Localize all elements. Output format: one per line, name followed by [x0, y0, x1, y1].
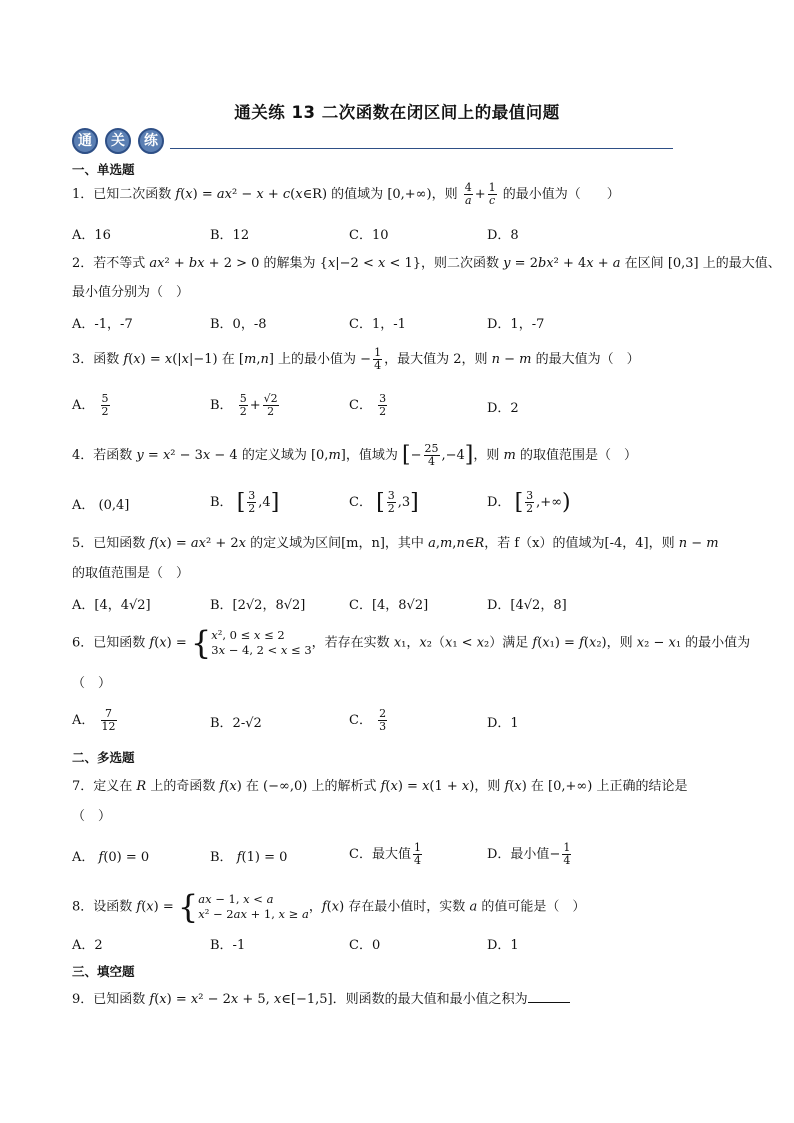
banner-char-2: 关	[105, 128, 131, 154]
q4-option-a[interactable]: A． (0,4]	[72, 498, 130, 513]
section-single-choice: 一、单选题	[72, 162, 135, 177]
q4-option-b[interactable]: B． [ $\frac{3}{2}$ ,4]	[210, 489, 280, 515]
q3-option-b[interactable]: B． $\frac{5}{2}$ + $\frac{√2}{2}$	[210, 392, 278, 418]
answer-blank[interactable]	[528, 990, 570, 1003]
banner-char-1: 通	[72, 128, 98, 154]
q1-option-b[interactable]: B．12	[210, 228, 250, 243]
question-8: 8．设函数 f(x) = {ax − 1, x < a x² − 2ax + 1, x ≥ a，f(x) 存在最小值时，实数 a 的值可能是（ ）	[72, 888, 586, 926]
q7-option-c[interactable]: C．最大值 $\frac{1}{4}$	[349, 841, 421, 867]
question-7: 7．定义在 R 上的奇函数 f(x) 在 (−∞,0) 上的解析式 f(x) = x(1 + x)，则 f(x) 在 [0,+∞) 上正确的结论是	[72, 779, 688, 794]
q1-option-a[interactable]: A．16	[72, 228, 111, 243]
q8-option-b[interactable]: B．-1	[210, 938, 246, 953]
q6-option-b[interactable]: B．2-√2	[210, 716, 262, 731]
banner-rule	[170, 148, 673, 149]
banner-char-3: 练	[138, 128, 164, 154]
q3-option-a[interactable]: A． $\frac{5}{2}$	[72, 392, 109, 418]
q5-option-c[interactable]: C．[4，8√2]	[349, 598, 429, 613]
question-1: 1．已知二次函数 f(x) = ax² − x + c(x∈R) 的值域为 [0,+∞)，则 $\frac{4}{a}$ + $\frac{1}{c}$ 的最小值为（ ）	[72, 181, 620, 207]
question-4: 4．若函数 y = x² − 3x − 4 的定义域为 [0,m]，值域为 [− $\frac{25}{4}$ ,−4]，则 m 的取值范围是（ ）	[72, 442, 637, 468]
question-5-line2: 的取值范围是（ ）	[72, 566, 190, 581]
q8-option-c[interactable]: C．0	[349, 938, 381, 953]
question-6: 6．已知函数 f(x) = {x², 0 ≤ x ≤ 2 3x − 4, 2 < x ≤ 3，若存在实数 x₁，x₂（x₁ < x₂）满足 f(x₁) = f(x₂)，则 x₂ − x₁ 的最小值为	[72, 624, 751, 662]
q6-option-c[interactable]: C． $\frac{2}{3}$	[349, 707, 387, 733]
q6-option-d[interactable]: D．1	[487, 716, 519, 731]
q1-option-d[interactable]: D．8	[487, 228, 519, 243]
q3-option-c[interactable]: C． $\frac{3}{2}$	[349, 392, 387, 418]
q5-option-d[interactable]: D．[4√2，8]	[487, 598, 567, 613]
q4-option-d[interactable]: D． [ $\frac{3}{2}$ ,+∞)	[487, 489, 571, 515]
q6-option-a[interactable]: A． $\frac{7}{12}$	[72, 707, 116, 733]
question-3: 3．函数 f(x) = x(|x|−1) 在 [m,n] 上的最小值为 − $\frac{1}{4}$ ，最大值为 2，则 n − m 的最大值为（ ）	[72, 346, 640, 372]
page-title: 通关练 13 二次函数在闭区间上的最值问题	[234, 103, 560, 122]
q2-option-b[interactable]: B．0，-8	[210, 317, 267, 332]
question-2: 2．若不等式 ax² + bx + 2 > 0 的解集为 {x|−2 < x < 1}，则二次函数 y = 2bx² + 4x + a 在区间 [0,3] 上的最大值、	[72, 256, 781, 271]
q5-option-b[interactable]: B．[2√2，8√2]	[210, 598, 306, 613]
question-6-line2: （ ）	[72, 676, 112, 691]
question-9: 9．已知函数 f(x) = x² − 2x + 5, x∈[−1,5]．则函数的最大值和最小值之积为	[72, 990, 570, 1009]
question-2-line2: 最小值分别为（ ）	[72, 285, 190, 300]
q5-option-a[interactable]: A．[4，4√2]	[72, 598, 151, 613]
q7-option-d[interactable]: D．最小值− $\frac{1}{4}$	[487, 841, 571, 867]
q7-option-a[interactable]: A． f(0) = 0	[72, 850, 150, 865]
question-7-line2: （ ）	[72, 809, 112, 824]
q2-option-d[interactable]: D．1，-7	[487, 317, 545, 332]
question-5: 5．已知函数 f(x) = ax² + 2x 的定义域为区间[m，n]，其中 a,m,n∈R，若 f（x）的值域为[-4，4]，则 n − m	[72, 536, 719, 551]
q1-option-c[interactable]: C．10	[349, 228, 389, 243]
q8-option-a[interactable]: A．2	[72, 938, 103, 953]
q3-option-d[interactable]: D．2	[487, 401, 519, 416]
section-multi-choice: 二、多选题	[72, 750, 135, 765]
q4-option-c[interactable]: C． [ $\frac{3}{2}$ ,3]	[349, 489, 419, 515]
q8-option-d[interactable]: D．1	[487, 938, 519, 953]
q2-option-c[interactable]: C．1，-1	[349, 317, 406, 332]
q7-option-b[interactable]: B． f(1) = 0	[210, 850, 288, 865]
q2-option-a[interactable]: A．-1，-7	[72, 317, 133, 332]
section-fill-blank: 三、填空题	[72, 964, 135, 979]
